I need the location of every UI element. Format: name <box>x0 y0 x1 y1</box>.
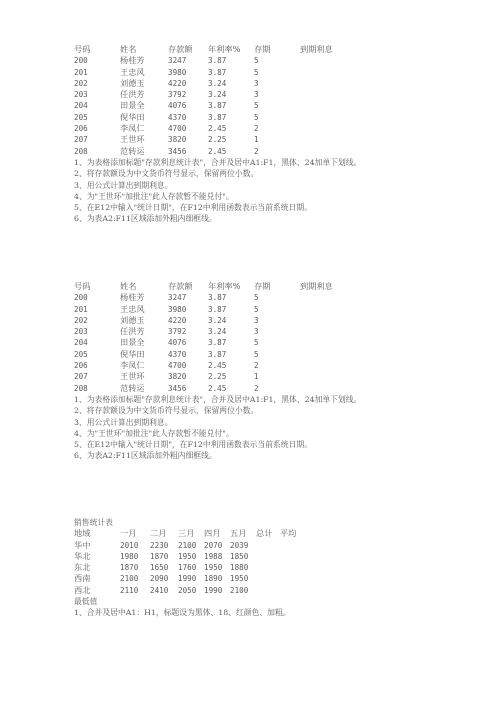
table-cell: 5 <box>254 67 259 77</box>
instruction-item: 6、为表A2:F11区域添加外粗内细框线。 <box>74 214 217 224</box>
table-cell: 李凤仁 <box>120 123 145 134</box>
table-cell: 2100 <box>230 585 249 595</box>
table-cell: 4370 <box>168 112 187 122</box>
table-cell: 1 <box>254 372 259 382</box>
table-cell: 205 <box>74 349 88 359</box>
table-row <box>74 371 474 382</box>
table-cell: 倪华田 <box>120 111 145 122</box>
table-cell: 范转运 <box>120 382 145 393</box>
table-cell: 1980 <box>120 551 139 561</box>
instruction-item: 2、将存款额设为中文货币符号显示，保留两位小数。 <box>74 169 259 179</box>
table-cell: 3.24 <box>208 315 227 325</box>
table-cell: 4220 <box>168 78 187 88</box>
table-row <box>74 146 474 157</box>
table-cell: 3247 <box>168 56 187 66</box>
column-header: 到期利息 <box>300 281 333 291</box>
table-cell: 王忠风 <box>120 303 145 314</box>
sales-table <box>74 517 474 619</box>
column-header: 二月 <box>150 528 167 539</box>
table-cell: 1870 <box>120 563 139 573</box>
table-row <box>74 123 474 134</box>
table-cell: 华中 <box>74 539 91 550</box>
instruction-item: 1、合并及居中A1：H1，标题设为黑体、18、红颜色、加粗。 <box>74 608 291 618</box>
table-cell: 1950 <box>178 551 197 561</box>
table-cell: 3980 <box>168 67 187 77</box>
table-cell: 3.87 <box>208 101 227 111</box>
column-header: 五月 <box>230 528 247 539</box>
table-row <box>74 315 474 326</box>
column-header: 平均 <box>280 528 297 539</box>
table-row <box>74 78 474 89</box>
table-cell: 2070 <box>204 540 223 550</box>
table-cell: 3 <box>254 315 259 325</box>
table-cell: 3 <box>254 327 259 337</box>
table-row <box>74 100 474 111</box>
table-cell: 4700 <box>168 361 187 371</box>
instruction-item: 2、将存款额设为中文货币符号显示，保留两位小数。 <box>74 406 259 416</box>
table-cell: 4370 <box>168 349 187 359</box>
table-row <box>74 134 474 145</box>
table-cell: 3456 <box>168 383 187 393</box>
table-cell: 任洪芳 <box>120 89 145 100</box>
table-cell: 西南 <box>74 573 91 584</box>
table-cell: 李凤仁 <box>120 360 145 371</box>
table-cell: 刘德玉 <box>120 314 145 325</box>
table-cell: 1880 <box>230 563 249 573</box>
table-cell: 王忠风 <box>120 66 145 77</box>
table-cell: 王世环 <box>120 134 145 145</box>
table-cell: 范转运 <box>120 145 145 156</box>
header-row <box>74 44 474 55</box>
table-row <box>74 67 474 78</box>
table-cell: 3.24 <box>208 90 227 100</box>
table-cell: 3456 <box>168 146 187 156</box>
table-cell: 1 <box>254 135 259 145</box>
table-cell: 1890 <box>204 574 223 584</box>
table-cell: 3.87 <box>208 293 227 303</box>
column-header: 一月 <box>120 528 137 539</box>
column-header: 四月 <box>204 528 221 539</box>
table-cell: 2010 <box>120 540 139 550</box>
instruction-item: 6、为表A2:F11区域添加外粗内细框线。 <box>74 451 217 461</box>
table-cell: 5 <box>254 56 259 66</box>
table-row <box>74 112 474 123</box>
table-cell: 3.87 <box>208 349 227 359</box>
table-cell: 2.25 <box>208 372 227 382</box>
table-cell: 2100 <box>120 574 139 584</box>
table-cell: 2.45 <box>208 361 227 371</box>
table-cell: 3792 <box>168 90 187 100</box>
table-cell: 2.45 <box>208 383 227 393</box>
table-cell: 203 <box>74 90 88 100</box>
column-header: 存款额 <box>168 281 193 291</box>
table-cell: 2 <box>254 124 259 134</box>
table-cell: 1990 <box>204 585 223 595</box>
table-row <box>74 573 474 584</box>
table-row <box>74 292 474 303</box>
table-cell: 2039 <box>230 540 249 550</box>
column-header: 号码 <box>74 281 91 291</box>
column-header: 年利率% <box>208 44 241 54</box>
table-cell: 1988 <box>204 551 223 561</box>
table-cell: 1850 <box>230 551 249 561</box>
table-row <box>74 304 474 315</box>
table-cell: 东北 <box>74 562 91 573</box>
instruction-item: 4、为"王世环"加批注"此人存款暂不能兑付"。 <box>74 428 234 438</box>
table-cell: 202 <box>74 78 88 88</box>
table-cell: 2.45 <box>208 124 227 134</box>
column-header: 存期 <box>254 281 271 291</box>
table-cell: 2 <box>254 383 259 393</box>
instruction-item: 1、为表格添加标题"存款利息统计表"，合并及居中A1:F1，黑体、24加单下划线。 <box>74 157 362 167</box>
table-cell: 1950 <box>230 574 249 584</box>
table-cell: 2.25 <box>208 135 227 145</box>
table-cell: 202 <box>74 315 88 325</box>
table-cell: 倪华田 <box>120 348 145 359</box>
table-cell: 3.87 <box>208 338 227 348</box>
instruction-item: 3、用公式计算出到期利息。 <box>74 417 173 427</box>
table-cell: 4076 <box>168 101 187 111</box>
table-cell: 2230 <box>150 540 169 550</box>
table-cell: 3.87 <box>208 112 227 122</box>
table-row <box>74 360 474 371</box>
table-cell: 3.87 <box>208 56 227 66</box>
column-header: 总计 <box>256 528 273 539</box>
table-cell: 1870 <box>150 551 169 561</box>
table-cell: 3247 <box>168 293 187 303</box>
table-cell: 5 <box>254 349 259 359</box>
instruction-item: 5、在E12中输入"统计日期"，在F12中利用函数表示当前系统日期。 <box>74 203 312 213</box>
table-cell: 2090 <box>150 574 169 584</box>
table-row <box>74 337 474 348</box>
table-cell: 1760 <box>178 563 197 573</box>
table-cell: 5 <box>254 293 259 303</box>
table-cell: 3820 <box>168 372 187 382</box>
table-cell: 206 <box>74 124 88 134</box>
column-header: 存期 <box>254 44 271 54</box>
header-row <box>74 281 474 292</box>
table-cell: 2110 <box>120 585 139 595</box>
table-cell: 207 <box>74 372 88 382</box>
table-row <box>74 349 474 360</box>
table-row <box>74 562 474 573</box>
table-cell: 西北 <box>74 584 91 595</box>
table-cell: 2410 <box>150 585 169 595</box>
table-cell: 206 <box>74 361 88 371</box>
footer-label: 最低值 <box>74 597 98 607</box>
table-cell: 200 <box>74 293 88 303</box>
table-cell: 204 <box>74 101 88 111</box>
column-header: 号码 <box>74 44 91 54</box>
deposit-table-2 <box>74 281 474 462</box>
table-cell: 1990 <box>178 574 197 584</box>
table-cell: 201 <box>74 67 88 77</box>
table-cell: 204 <box>74 338 88 348</box>
table-cell: 3.24 <box>208 327 227 337</box>
column-header: 到期利息 <box>300 44 333 54</box>
header-row <box>74 528 474 539</box>
table-cell: 5 <box>254 101 259 111</box>
table-cell: 203 <box>74 327 88 337</box>
table-cell: 2 <box>254 361 259 371</box>
table-cell: 3.24 <box>208 78 227 88</box>
table-cell: 2050 <box>178 585 197 595</box>
table-cell: 3980 <box>168 304 187 314</box>
instruction-item: 3、用公式计算出到期利息。 <box>74 180 173 190</box>
table-cell: 3.87 <box>208 67 227 77</box>
deposit-table-1 <box>74 44 474 225</box>
table-row <box>74 383 474 394</box>
table-cell: 田景全 <box>120 100 145 111</box>
table-cell: 5 <box>254 304 259 314</box>
table-row <box>74 540 474 551</box>
table-cell: 任洪芳 <box>120 326 145 337</box>
table-cell: 1950 <box>204 563 223 573</box>
table-cell: 3820 <box>168 135 187 145</box>
column-header: 地域 <box>74 528 91 539</box>
table-cell: 5 <box>254 338 259 348</box>
instruction-item: 5、在E12中输入"统计日期"，在F12中利用函数表示当前系统日期。 <box>74 440 312 450</box>
table-cell: 200 <box>74 56 88 66</box>
table-cell: 2 <box>254 146 259 156</box>
table-cell: 王世环 <box>120 371 145 382</box>
table-row <box>74 89 474 100</box>
table-cell: 208 <box>74 146 88 156</box>
table-row <box>74 55 474 66</box>
table-row <box>74 585 474 596</box>
table-cell: 4220 <box>168 315 187 325</box>
table-cell: 207 <box>74 135 88 145</box>
table-cell: 3792 <box>168 327 187 337</box>
table-cell: 208 <box>74 383 88 393</box>
table-cell: 刘德玉 <box>120 77 145 88</box>
table-cell: 201 <box>74 304 88 314</box>
table-cell: 杨桂芳 <box>120 55 145 66</box>
table-cell: 2100 <box>178 540 197 550</box>
column-header: 姓名 <box>120 44 137 54</box>
column-header: 三月 <box>178 528 195 539</box>
column-header: 存款额 <box>168 44 193 54</box>
instruction-item: 4、为"王世环"加批注"此人存款暂不能兑付"。 <box>74 191 234 201</box>
column-header: 年利率% <box>208 281 241 291</box>
table-cell: 3.87 <box>208 304 227 314</box>
table-cell: 4700 <box>168 124 187 134</box>
table-cell: 4076 <box>168 338 187 348</box>
table-cell: 田景全 <box>120 337 145 348</box>
table-cell: 杨桂芳 <box>120 292 145 303</box>
table-cell: 1650 <box>150 563 169 573</box>
table-row <box>74 551 474 562</box>
instruction-item: 1、为表格添加标题"存款利息统计表"，合并及居中A1:F1，黑体、24加单下划线。 <box>74 394 362 404</box>
table-cell: 205 <box>74 112 88 122</box>
table-row <box>74 326 474 337</box>
table-cell: 2.45 <box>208 146 227 156</box>
table-cell: 5 <box>254 112 259 122</box>
table-cell: 华北 <box>74 550 91 561</box>
column-header: 姓名 <box>120 281 137 291</box>
table-cell: 3 <box>254 90 259 100</box>
table-cell: 3 <box>254 78 259 88</box>
sales-title: 销售统计表 <box>74 518 113 527</box>
